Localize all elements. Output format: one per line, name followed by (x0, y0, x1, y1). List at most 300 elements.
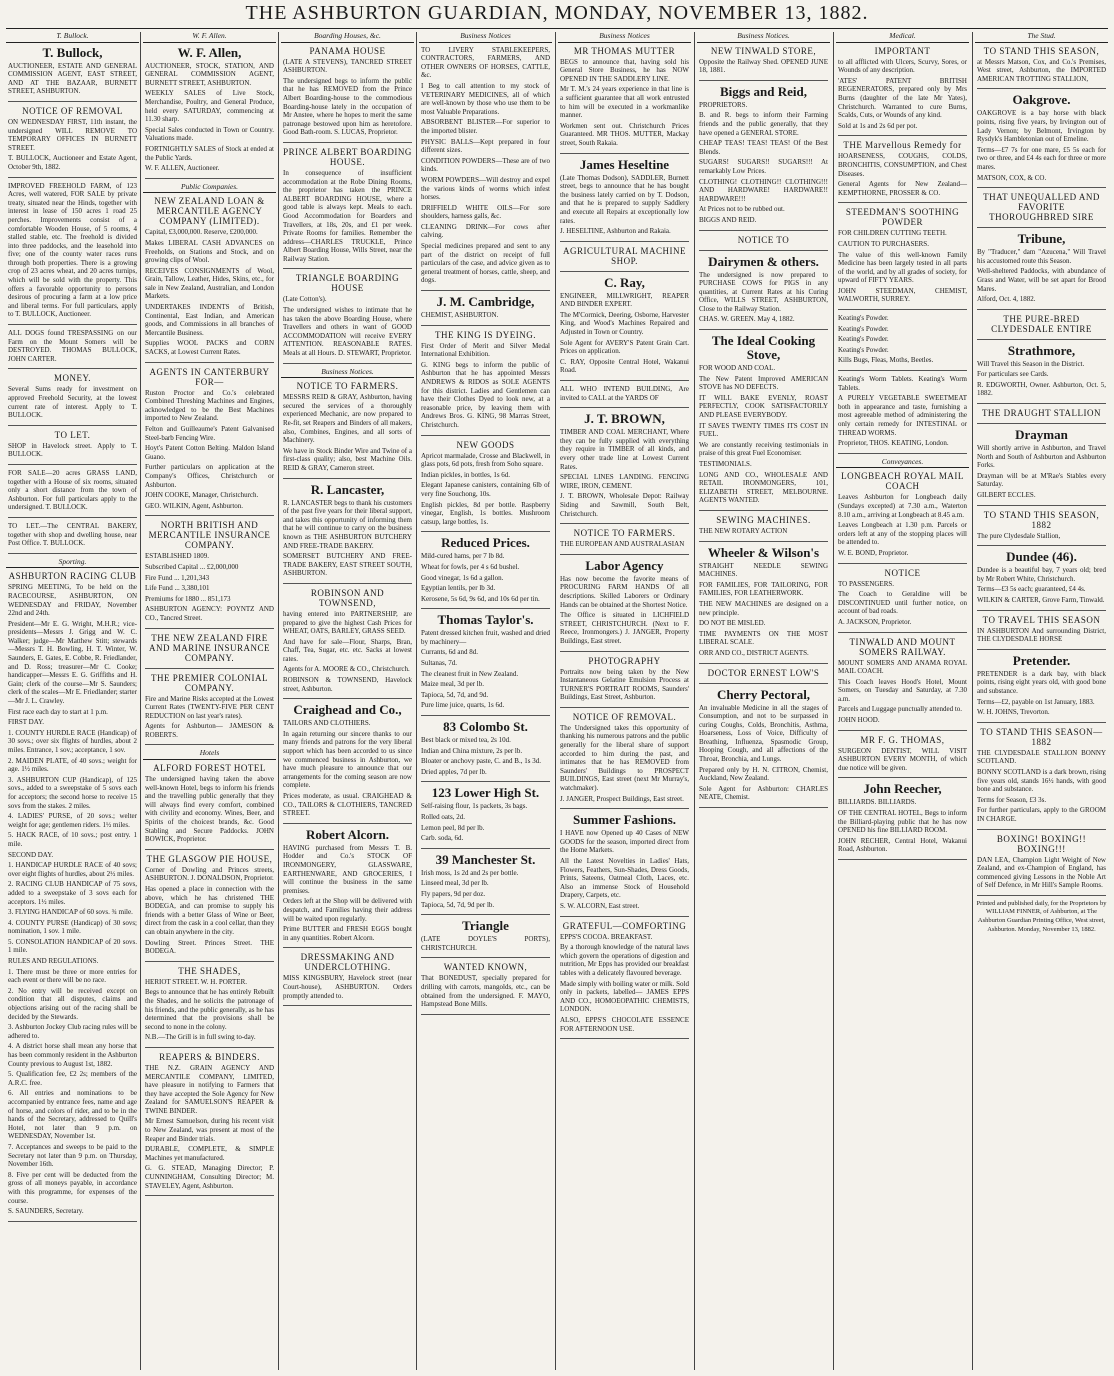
ad-paragraph: ASHBURTON AGENCY: POYNTZ AND CO., Tancred Street. (145, 605, 274, 622)
ad-paragraph: HOARSENESS, COUGHS, COLDS, BRONCHITIS, CONSUMPTION, and Chest Diseases. (838, 152, 967, 178)
advertisement (421, 786, 550, 848)
ad-paragraph: 3. Ashburton Jockey Club racing rules will be adhered to. (8, 1023, 137, 1040)
ad-paragraph: Agents for Ashburton— JAMESON & ROBERTS. (145, 722, 274, 739)
advertisement (977, 192, 1106, 228)
ad-paragraph: 3. ASHBURTON CUP (Handicap), of 125 sovs., added to a sweepstake of 5 sovs each for acceptors; the second horse to receive 15 sovs from the stakes. 2 miles. (8, 775, 137, 810)
ad-title: THE SHADES, (178, 965, 241, 976)
advertisement (8, 182, 137, 326)
advertisement (977, 727, 1106, 830)
ad-paragraph: Agents for A. MOORE & CO., Christchurch. (283, 665, 410, 674)
column-heading: Boarding Houses, &c. (281, 32, 414, 43)
ad-paragraph: TIMBER AND COAL MERCHANT, Where they can be fully supplied with everything they require in TIMBER of all kinds, and every other trade line at Lowest Current Rates. (560, 428, 689, 471)
ad-paragraph: The undersigned having taken the above well-known Hotel, begs to inform his friends and the travelling public generally that they will always find every comfort, combined with civility and economy. Wines, Beer, and Spirits of the choicest brands, &c. Good Stabling and Secure Paddocks. JOHN BOWICK, Proprietor. (145, 775, 274, 844)
column (697, 32, 830, 1370)
ad-paragraph: The Office is situated in LICHFIELD STREET, CHRISTCHURCH. (Next to F. Reece, Ironmongers.) J. JANGER, Property Buildings, East street. (560, 611, 689, 645)
ad-paragraph: ENGINEER, MILLWRIGHT, REAPER AND BINDER EXPERT. (560, 291, 689, 309)
ad-paragraph: At Prices not to be rubbed out. (699, 205, 785, 214)
ad-title: Drayman (1015, 427, 1068, 443)
ad-title: BOXING! BOXING!! BOXING!!! (996, 833, 1087, 854)
ad-title: 39 Manchester St. (435, 851, 536, 867)
ad-title: Reduced Prices. (441, 535, 530, 551)
masthead-rule (6, 28, 1108, 29)
ad-paragraph: 2. No entry will be received except on condition that all disputes, claims and objections arising out of the racing shall be decided by the Stewards. (8, 986, 137, 1021)
ad-title: ALFORD FOREST HOTEL (153, 763, 266, 774)
ad-paragraph: PHYSIC BALLS—Kept prepared in four different sizes. (421, 137, 550, 155)
ad-paragraph: (Late Cotton's). (283, 295, 327, 304)
ad-paragraph: Subscribed Capital ... £2,000,000 (145, 562, 239, 571)
ad-paragraph: BILLIARDS. BILLIARDS. (838, 798, 917, 807)
ad-title: NOTICE TO (737, 234, 790, 245)
advertisement (8, 106, 137, 178)
ad-paragraph: Keating's Powder. (838, 345, 889, 354)
ad-paragraph: Ruston Proctor and Co.'s celebrated Combined Threshing Machines and Engines, acknowledged to be the Best Machines imported to New Zealand. (145, 388, 274, 423)
advertisement (560, 528, 689, 555)
ad-paragraph: MOUNT SOMERS AND ANAMA ROYAL MAIL COACH. (838, 658, 967, 676)
section-heading: Hotels (143, 749, 276, 760)
advertisement (977, 615, 1106, 650)
ad-paragraph: Prices moderate, as usual. CRAIGHEAD & CO., TAILORS & CLOTHIERS, TANCRED STREET. (283, 792, 412, 818)
ad-paragraph: Tapioca, 5d, 7d, 9d per lb. (421, 900, 495, 909)
ad-paragraph: 4. A district horse shall mean any horse that has been commonly resident in the Ashburton County previous to August 1st, 1882. (8, 1042, 137, 1068)
ad-title: NORTH BRITISH AND MERCANTILE INSURANCE COMPANY. (148, 520, 271, 551)
ad-title: NOTICE (884, 567, 921, 578)
ad-paragraph: CHAS. W. GREEN. May 4, 1882. (699, 315, 795, 324)
ad-paragraph: Life Fund ... 3,380,101 (145, 584, 210, 593)
advertisement (560, 559, 689, 652)
advertisement (560, 712, 689, 809)
advertisement (560, 385, 689, 408)
advertisement (145, 367, 274, 517)
ad-paragraph: having entered into PARTNERSHIP, are prepared to give the highest Cash Prices for WHEAT, OATS, BARLEY, GRASS SEED. (283, 609, 412, 636)
ad-paragraph: Corner of Dowling and Princes streets, ASHBURTON. J. DONALDSON, Proprietor. (145, 865, 274, 883)
ad-paragraph: JOHN HOOD. (838, 716, 880, 725)
column (6, 32, 139, 1370)
advertisement (421, 853, 550, 915)
ad-paragraph: The New Patent Improved AMERICAN STOVE has NO DEFECTS. (699, 374, 828, 392)
ad-paragraph: G. G. STEAD, Managing Director; P. CUNNINGHAM, Consulting Director; M. STAVELEY, Agent, Ashburton. (145, 1164, 274, 1190)
ad-paragraph: Terms for Season, £3 3s. (977, 795, 1047, 804)
ad-paragraph: HERIOT STREET. W. H. PORTER. (145, 977, 247, 986)
advertisement (283, 483, 412, 584)
ad-paragraph: Begs to announce that he has entirely Rebuilt the Shades, and he solicits the patronage of his friends, and the public generally, as he has determined that the provisions shall be second to none in the colony. (145, 988, 274, 1031)
ad-paragraph: Prime BUTTER and FRESH EGGS bought in any quantities. Robert Alcorn. (283, 925, 412, 942)
ad-paragraph: CONDITION POWDERS—These are of two kinds. (421, 156, 550, 174)
ad-paragraph: We have in Stock Binder Wire and Twine of a first-class quality; also, best Machine Oils. REID & GRAY, Cameron street. (283, 446, 412, 472)
advertisement (560, 656, 689, 708)
ad-title: Strathmore, (1007, 342, 1076, 358)
ad-paragraph: I Beg to call attention to my stock of VETERINARY MEDICINES, all of which are well-known by those who use them to be most Valuable Preparations. (421, 81, 550, 116)
advertisement (838, 140, 967, 203)
ad-paragraph: Sold at 1s and 2s 6d per pot. (838, 121, 918, 130)
ad-title: THE PREMIER COLONIAL COMPANY. (151, 672, 268, 693)
advertisement (977, 550, 1106, 610)
advertisement (421, 330, 550, 436)
ad-paragraph: SOMERSET BUTCHERY AND FREE-TRADE BAKERY, EAST STREET SOUTH, ASHBURTON. (283, 552, 412, 578)
ad-paragraph: Parcels and Luggage punctually attended to. (838, 705, 963, 714)
ad-paragraph: 1. HANDICAP HURDLE RACE of 40 sovs; over eight flights of hurdles, about 2½ miles. (8, 861, 137, 878)
ad-paragraph: UNDERTAKES INDENTS of British, Continental, East Indian, and American goods, and Commissions in all branches of Mercantile Business. (145, 303, 274, 337)
advertisement (8, 46, 137, 102)
ad-paragraph: 5. HACK RACE, of 10 sovs.; post entry. 1 mile. (8, 831, 137, 848)
ad-title: The Ideal Cooking Stove, (711, 333, 816, 363)
ad-paragraph: THE EUROPEAN AND AUSTRALASIAN (560, 540, 685, 549)
ad-paragraph: (Late Thomas Dodson), SADDLER, Burnett street, begs to announce that he has bought the business lately carried on by T. Dodson, and that he is prepared to supply Saddlery and execute all Repairs at exceptionally low rates. (560, 173, 689, 225)
advertisement (421, 440, 550, 533)
ad-paragraph: Mild-cured hams, per 7 lb 8d. (421, 552, 505, 561)
advertisement (283, 381, 412, 478)
advertisement (560, 813, 689, 916)
ad-paragraph: AUCTIONEER, ESTATE AND GENERAL COMMISSION AGENT, EAST STREET, AND AT THE BAZAAR, BURNETT STREET, ASHBURTON. (8, 61, 137, 96)
ad-title: LONGBEACH ROYAL MAIL COACH (841, 471, 964, 492)
ad-paragraph: TO LET.—The CENTRAL BAKERY, together with shop and dwelling house, near Post Office. T. BULLOCK. (8, 521, 137, 548)
ad-title: SEWING MACHINES. (716, 514, 811, 525)
ad-paragraph: Dowling Street. Princes Street. THE BODEGA. (145, 938, 274, 956)
ad-title: NEW ZEALAND LOAN & MERCANTILE AGENCY COMPANY (LIMITED). (154, 196, 265, 227)
ad-title: PRINCE ALBERT BOARDING HOUSE. (283, 146, 412, 167)
ad-paragraph: Several Sums ready for investment on approved Freehold Security, at the lowest current rate of interest. Apply to T. BULLOCK. (8, 385, 137, 420)
advertisement (699, 85, 828, 231)
ad-paragraph: Egyptian lentils, per lb 3d. (421, 584, 496, 593)
ad-paragraph: SPRING MEETING, To be held on the RACECOURSE, ASHBURTON, ON WEDNESDAY and FRIDAY, November 22nd and 24th. (8, 583, 137, 618)
ad-paragraph: FOR FAMILIES, FOR TAILORING, FOR FAMILIES, FOR LEATHERWORK. (699, 580, 828, 598)
ad-paragraph: IN ASHBURTON And surrounding District, THE CLYDESDALE HORSE (977, 626, 1106, 644)
ad-title: TO STAND THIS SEASON, 1882 (983, 509, 1100, 530)
ad-paragraph: Fly papers, 9d per doz. (421, 889, 486, 898)
ad-paragraph: TAILORS AND CLOTHIERS. (283, 719, 371, 728)
column (558, 32, 691, 1370)
ad-paragraph: Portraits now being taken by the New Instantaneous Gelatine Emulsion Process at TURNER'S PORTRAIT ROOMS, Saunders' Buildings, East Street, Ashburton. (560, 667, 689, 702)
ad-paragraph: MATSON, COX, & CO. (977, 173, 1047, 182)
advertisement (421, 536, 550, 609)
advertisement (283, 46, 412, 143)
ad-paragraph: DRIFFIELD WHITE OILS—For sore shoulders, harness galls, &c. (421, 203, 550, 221)
ad-paragraph: at Messrs Matson, Cox, and Co.'s Premises, West street, Ashburton, the IMPORTED AMERICAN TROTTING STALLION, (977, 57, 1106, 83)
ad-title: T. Bullock, (42, 44, 103, 60)
ad-paragraph: HAVING purchased from Messrs T. B. Hodder and Co.'s STOCK OF IRONMONGERY, GLASSWARE, EARTHENWARE, AND GROCERIES, I will continue the business in the same premises. (283, 843, 412, 895)
column-divider (140, 32, 141, 1370)
ad-paragraph: AUCTIONEER, STOCK, STATION, AND GENERAL COMMISSION AGENT, BURNETT STREET, ASHBURTON. (145, 61, 274, 87)
column-heading: Business Notices (558, 32, 691, 43)
ad-paragraph: WORM POWDERS—Will destroy and expel the various kinds of worms which infest horses. (421, 175, 550, 202)
ad-title: J. T. BROWN, (584, 411, 665, 427)
ad-paragraph: Made simply with boiling water or milk. Sold only in packets, labelled— JAMES EPPS AND CO., HOMOEOPATHIC CHEMISTS, LONDON. (560, 979, 689, 1014)
advertisement (145, 46, 274, 179)
section-heading: Public Companies. (143, 183, 276, 194)
ad-paragraph: Workmen sent out. Christchurch Prices Guaranteed. MR THOS. MUTTER, Mackay street, South Rakaia. (560, 121, 689, 147)
ad-paragraph: Elegant Japanese canisters, containing 6lb of very fine Souchong, 10s. (421, 481, 550, 498)
advertisement (560, 246, 689, 272)
column-heading: W. F. Allen. (143, 32, 276, 43)
column-heading: T. Bullock. (6, 32, 139, 43)
ad-title: James Heseltine (579, 156, 670, 172)
ad-paragraph: 3. FLYING HANDICAP of 60 sovs. ¾ mile. (8, 908, 133, 917)
ad-paragraph: Irish moss, 1s 2d and 2s per bottle. (421, 868, 519, 877)
ad-title: GRATEFUL—COMFORTING (562, 920, 687, 931)
ad-paragraph: Felton and Guilleaume's Patent Galvanised Steel-barb Fencing Wire. (145, 425, 274, 442)
ad-paragraph: Pure lime juice, quarts, 1s 6d. (421, 701, 505, 710)
ad-paragraph: Fire Fund ... 1,201,343 (145, 573, 210, 582)
column-heading: The Stud. (975, 32, 1108, 43)
ad-paragraph: GILBERT ECCLES. (977, 491, 1036, 500)
ad-title: Dundee (46). (1006, 549, 1077, 565)
ad-paragraph: BIGGS AND REID. (699, 215, 757, 224)
ad-paragraph: 7. Acceptances and sweeps to be paid to the Secretary not later than 9 p.m. on Thursday, November 16th. (8, 1142, 137, 1169)
ad-paragraph: Best black or mixed tea, 2s 10d. (421, 736, 511, 745)
ad-paragraph: The Undersigned takes this opportunity of thanking his numerous patrons and the public generally for the liberal share of support accorded to him during the past, and intimates that he has REMOVED from Saunders' Buildings to PROSPECT BUILDINGS, East street (next Mr Murray's, watchmaker). (560, 723, 689, 793)
ad-title: Pretender. (1012, 652, 1071, 668)
advertisement (145, 854, 274, 962)
column-divider (694, 32, 695, 1370)
ad-paragraph: Special Sales conducted in Town or Country. Valuations made. (145, 125, 274, 143)
advertisement (699, 235, 828, 251)
ad-title: STEEDMAN'S SOOTHING POWDER (845, 207, 960, 228)
ad-paragraph: CLEANING DRINK—For cows after calving. (421, 222, 550, 240)
ad-title: NOTICE OF REMOVAL (22, 105, 123, 116)
section-heading: Conveyances. (836, 458, 969, 469)
ad-paragraph: STRAIGHT NEEDLE SEWING MACHINES. (699, 561, 828, 579)
advertisement (560, 412, 689, 524)
ad-paragraph: R. LANCASTER begs to thank his customers of the past five years for their liberal support, and takes this opportunity of informing them that he will continue to carry on the business known as THE ASHBURTON BUTCHERY AND FREE-TRADE BAKERY. (283, 498, 412, 550)
advertisement (699, 46, 828, 81)
advertisement (838, 375, 967, 454)
advertisement (145, 763, 274, 850)
ad-title: C. Ray, (604, 274, 645, 290)
ad-paragraph: IMPROVED FREEHOLD FARM, of 123 Acres, well watered, FOR SALE by private treaty, situated near the Hinds, together with interest in lease of 150 acres 1 road 25 perches. Improvements consist of a comfortable Wooden House, of 5 rooms, 4 stalled stable, etc. The freehold is divided into three paddocks, and the leasehold into five; one of the county water races runs through both properties. There is a growing crop of 23 acres wheat, and 20 acres turnips, which will be sold with the property. This offers a favorable opportunity to persons desirous of procuring a farm at a low price and liberal terms. For full particulars, apply to T. BULLOCK, Auctioneer. (8, 181, 137, 319)
ad-paragraph: General Agents for New Zealand— KEMPTHORNE, PROSSER & CO. (838, 180, 967, 197)
ad-paragraph: Has now become the favorite means of PROCURING FARM HANDS Of all descriptions. Skilled Laborers or Ordinary Hands can be obtained at the Shortest Notice. (560, 574, 689, 609)
ad-paragraph: SPECIAL LINES LANDING. FENCING WIRE, IRON, CEMENT. (560, 473, 689, 490)
advertisement (283, 952, 412, 1006)
ad-title: TO TRAVEL THIS SEASON (982, 614, 1101, 625)
ad-paragraph: Currants, 6d and 8d. (421, 648, 478, 657)
advertisement (8, 522, 137, 554)
ad-title: THE DRAUGHT STALLION (981, 408, 1102, 419)
ad-paragraph: Good vinegar, 1s 6d a gallon. (421, 573, 504, 582)
advertisement (560, 158, 689, 242)
ad-paragraph: Keating's Worm Tablets. Keating's Worm Tablets. (838, 375, 967, 392)
column (419, 32, 552, 1370)
ad-paragraph: JOHN STEEDMAN, CHEMIST, WALWORTH, SURREY. (838, 286, 967, 304)
column (281, 32, 414, 1370)
ad-paragraph: Leaves Longbeach at 1.30 p.m. Parcels or orders left at any of the stopping places will be attended to. (838, 521, 967, 547)
ad-paragraph: Capital, £3,000,000. Reserve, £200,000. (145, 228, 258, 237)
ad-paragraph: CHEAP TEAS! TEAS! TEAS! Of the Best Blends. (699, 139, 828, 156)
ad-paragraph: CHEMIST, ASHBURTON. (421, 311, 499, 320)
ad-title: NOTICE TO FARMERS. (296, 381, 399, 392)
ad-paragraph: Tapioca, 5d, 7d, and 9d. (421, 690, 489, 699)
ad-paragraph: B. and R. begs to inform their Farming friends and the public generally, that they have opened a GENERAL STORE. (699, 111, 828, 137)
ad-title: WANTED KNOWN, (443, 962, 528, 973)
ad-title: NOTICE TO FARMERS. (573, 528, 676, 539)
ad-paragraph: First race each day to start at 1 p.m. (8, 707, 108, 716)
column-divider (278, 32, 279, 1370)
column-divider (972, 32, 973, 1370)
advertisement (699, 515, 828, 542)
ad-paragraph: ABSORBENT BLISTER—For superior to the imported blister. (421, 118, 550, 135)
advertisement (838, 314, 967, 371)
ad-paragraph: JOHN RECHER, Central Hotel, Wakanui Road, Ashburton. (838, 836, 967, 854)
ad-title: MONEY. (53, 373, 92, 384)
ad-title: NEW GOODS (456, 439, 515, 450)
ad-paragraph: The undersigned begs to inform the public that he has REMOVED from the Prince Albert Boarding-house to the commodious Boarding-house lately in the occupation of Mr Anstee, where he hopes to merit the same patronage bestowed upon him as heretofore. Good Bath-room. S. LUCAS, Proprietor. (283, 76, 412, 137)
ad-paragraph: RECEIVES CONSIGNMENTS of Wool, Grain, Tallow, Leather, Hides, Skins, etc., for sale in New Zealand, Australian, and London Markets. (145, 266, 274, 301)
ad-paragraph: Special medicines prepared and sent to any part of the district on receipt of full particulars of the case, and advice given as to general treatment of horses, cattle, sheep, and dogs. (421, 242, 550, 285)
ad-title: TRIANGLE BOARDING HOUSE (295, 273, 400, 294)
ad-paragraph: The cleanest fruit in New Zealand. (421, 669, 519, 678)
ad-paragraph: The M'Cormick, Deering, Osborne, Harvester King, and Wood's Machines Repaired and Adjusted in Town or Country. (560, 310, 689, 337)
ad-paragraph: RULES AND REGULATIONS. (8, 957, 99, 966)
ad-title: John Reecher, (863, 781, 942, 797)
ad-paragraph: PROPRIETORS. (699, 100, 748, 109)
ad-paragraph: W. E. BOND, Proprietor. (838, 548, 909, 557)
advertisement (699, 255, 828, 331)
ad-paragraph: FOR CHILDREN CUTTING TEETH. (838, 229, 947, 238)
ad-paragraph: A. JACKSON, Proprietor. (838, 617, 912, 626)
ad-paragraph: Maize meal, 3d per lb. (421, 680, 484, 689)
ad-paragraph: DAN LEA, Champion Light Weight of New Zealand, and ex-Champion of England, has commenced giving Lessons in the Noble Art of Self Defence, in Mr Hill's Sample Rooms. (977, 855, 1106, 890)
column-heading: Medical. (836, 32, 969, 43)
advertisement (977, 428, 1106, 506)
ad-paragraph: C. RAY, Opposite Central Hotel, Wakanui Road. (560, 357, 689, 375)
ad-paragraph: BEGS to announce that, having sold his General Store Business, he has NOW OPENED IN THE SADDLERY LINE. (560, 57, 689, 83)
ad-paragraph: SECOND DAY. (8, 850, 54, 859)
ad-paragraph: Lemon peel, 8d per lb. (421, 823, 485, 832)
advertisement (421, 962, 550, 1014)
ad-title: 83 Colombo St. (443, 719, 528, 735)
ad-title: J. M. Cambridge, (436, 294, 535, 310)
ad-paragraph: English pickles, 8d per bottle. Raspberry vinegar, English, 1s bottles. Mushroom catsup, large bottles, 1s. (421, 500, 550, 526)
advertisement (838, 568, 967, 633)
ad-paragraph: The undersigned is now prepared to PURCHASE COWS for PIGS in any quantities, at Current Rates at his Curing Office, WILLS STREET, ASHBURTON, Close to the Railway Station. (699, 270, 828, 313)
ad-title: Summer Fashions. (572, 812, 677, 828)
ad-title: MR F. G. THOMAS, (860, 734, 945, 745)
ad-paragraph: W. F. ALLEN, Auctioneer. (145, 164, 220, 173)
ad-title: AGENTS IN CANTERBURY FOR— (149, 366, 270, 387)
column (143, 32, 276, 1370)
advertisement (560, 921, 689, 1040)
ad-title: Oakgrove. (1012, 92, 1071, 108)
advertisement (838, 207, 967, 310)
advertisement (977, 93, 1106, 188)
advertisement (977, 232, 1106, 310)
ad-paragraph: A PURELY VEGETABLE SWEETMEAT both in appearance and taste, furnishing a most agreeable method of administering the only certain remedy for INTESTINAL or THREAD WORMS. (838, 394, 967, 437)
ad-paragraph: ALL WHO INTEND BUILDING, Are invited to CALL at the YARDS OF (560, 385, 689, 402)
ad-title: MR THOMAS MUTTER (573, 45, 676, 56)
ad-title: Wheeler & Wilson's (707, 544, 820, 560)
advertisement (977, 344, 1106, 404)
ad-paragraph: Will shortly arrive in Ashburton, and Travel North and South of Ashburton and Ashburton Forks. (977, 444, 1106, 470)
ad-paragraph: 1. There must be three or more entries for each event or there will be no race. (8, 967, 137, 985)
ad-paragraph: Terms—£7 7s for one mare, £5 5s each for two or three, and £4 4s each for three or more mares. (977, 145, 1106, 171)
advertisement (699, 688, 828, 809)
ad-title: Robert Alcorn. (305, 826, 390, 842)
ad-paragraph: Prepared only by H. N. CITRON, Chemist, Auckland, New Zealand. (699, 765, 828, 783)
masthead: THE ASHBURTON GUARDIAN, MONDAY, NOVEMBER 13, 1882. (245, 2, 869, 24)
advertisement (283, 703, 412, 824)
advertisement (421, 720, 550, 782)
ad-paragraph: The pure Clydesdale Stallion, (977, 531, 1061, 540)
ad-paragraph: TO LIVERY STABLEKEEPERS, CONTRACTORS, FARMERS, AND OTHER OWNERS OF HORSES, CATTLE, &c. (421, 45, 550, 80)
ad-title: TINWALD AND MOUNT SOMERS RAILWAY. (849, 636, 956, 657)
ad-paragraph: Terms—£3 5s each; guaranteed, £4 4s. (977, 585, 1086, 594)
ad-paragraph: For particulars see Cards. (977, 370, 1049, 379)
ad-paragraph: Keating's Powder. (838, 335, 889, 344)
advertisement (421, 46, 550, 291)
ad-paragraph: THE N.Z. GRAIN AGENCY AND MERCANTILE COMPANY, LIMITED, have pleasure in notifying to Farmers that they have accepted the Sole Agency for New Zealand for SAMUELSON'S REAPER & TWINE BINDER. (145, 1063, 274, 1115)
ad-title: DOCTOR ERNEST LOW'S (707, 667, 820, 678)
ad-paragraph: Well-sheltered Paddocks, with abundance of Grass and Water, will be set apart for Brood Mares. (977, 267, 1106, 293)
ad-paragraph: MISS KINGSBURY, Havelock street (near Court-house), ASHBURTON. Orders promptly attended to. (283, 974, 412, 1000)
ad-paragraph: First Order of Merit and Silver Medal International Exhibition. (421, 341, 550, 359)
advertisement (699, 546, 828, 664)
ad-paragraph: Rolled oats, 2d. (421, 813, 465, 821)
column-divider (555, 32, 556, 1370)
ad-paragraph: And have for sale—Flour, Sharps, Bran, Chaff, Tea, Sugar, etc. etc. Sacks at lowest rates. (283, 637, 412, 663)
ad-title: TO LET. (54, 429, 91, 440)
ad-paragraph: SHOP in Havelock street. Apply to T. BULLOCK. (8, 441, 137, 459)
advertisement (838, 637, 967, 731)
ad-paragraph: EPPS'S COCOA. BREAKFAST. (560, 932, 653, 941)
advertisement (145, 1052, 274, 1196)
ad-paragraph: 6. All entries and nominations to be accompanied by entrance fees, name and age of horse, and colors of rider, and to be in the hands of the Secretary, addressed to Quill's Hotel, not later than 9 p.m. on WEDNESDAY, November 1st. (8, 1089, 137, 1141)
ad-paragraph: 4. LADIES' PURSE, of 20 sovs.; welter weight for age; gentlemen riders. 1½ miles. (8, 812, 137, 829)
ad-paragraph: Keating's Powder. (838, 314, 889, 323)
ad-paragraph: DURABLE, COMPLETE, & SIMPLE Machines yet manufactured. (145, 1145, 274, 1162)
ad-paragraph: 1. COUNTY HURDLE RACE (Handicap) of 30 sovs.; over six flights of hurdles, about 2 miles. Entrance, 1 sov.; acceptance, 1 sov. (8, 728, 137, 754)
ad-paragraph: Apricot marmalade, Crosse and Blackwell, in glass pots, 6d pots, fresh from Soho square. (421, 451, 550, 469)
ad-paragraph: S. SAUNDERS, Secretary. (8, 1207, 84, 1216)
advertisement (8, 469, 137, 518)
ad-paragraph: Mr Ernest Samuelson, during his recent visit to New Zealand, was present at most of the Reaper and Binder trials. (145, 1117, 274, 1143)
ad-paragraph: FOR SALE—20 acres GRASS LAND, together with a House of six rooms, situated only a short distance from the town of Ashburton. For full particulars apply to the undersigned. T. BULLOCK. (8, 468, 137, 512)
ad-paragraph: Patent dressed kitchen fruit, washed and dried by machinery— (421, 629, 550, 646)
ad-title: ROBINSON AND TOWNSEND, (310, 587, 385, 608)
ad-paragraph: BONNY SCOTLAND is a dark brown, rising five years old, stands 16½ hands, with good bone and substance. (977, 767, 1106, 794)
ad-title: AGRICULTURAL MACHINE SHOP. (562, 245, 687, 266)
ad-title: THE NEW ZEALAND FIRE AND MARINE INSURANCE COMPANY. (148, 632, 270, 663)
advertisement (977, 834, 1106, 896)
ad-paragraph: G. KING begs to inform the public of Ashburton that he has appointed Messrs ANDREWS & RIDOS as SOLE AGENTS for this district. Ladies and Gentlemen can have their Clothes Dyed to look new, at a reasonable price, by leaving them with Andrews Bros. G. KING, 98 Marras Street, Christchurch. (421, 360, 550, 429)
advertisement (8, 329, 137, 369)
ad-paragraph: All the Latest Novelties in Ladies' Hats, Flowers, Feathers, Sun-Shades, Dress Goods, Prints, Sateens, Oatmeal Cloth, Laces, etc. Also an immense Stock of Household Drapery, Carpets, etc. (560, 857, 689, 900)
column-heading: Business Notices. (697, 32, 830, 43)
advertisement (977, 46, 1106, 90)
advertisement (8, 430, 137, 465)
column-divider (416, 32, 417, 1370)
ad-paragraph: N.B.—The Grill is in full swing to-day. (145, 1033, 256, 1042)
ad-title: THE Marvellous Remedy for (843, 140, 962, 151)
ad-paragraph: By "Traducer," dam "Azucena," Will Travel his accustomed route this Season. (977, 248, 1106, 265)
ad-paragraph: J. JANGER, Prospect Buildings, East street. (560, 794, 684, 803)
ad-paragraph: (LATE DOYLE'S PORTS), CHRISTCHURCH. (421, 935, 550, 952)
ad-paragraph: Self-raising flour, 1s packets, 3s bags. (421, 802, 528, 811)
ad-paragraph: SURGEON DENTIST, WILL VISIT ASHBURTON EVERY MONTH, of which due notice will be given. (838, 746, 967, 772)
advertisement (145, 673, 274, 746)
ad-paragraph: IT WILL BAKE EVENLY, ROAST PERFECTLY, COOK SATISFACTORILY AND PLEASE EVERYBODY. (699, 393, 828, 420)
ad-paragraph: Further particulars on application at the Company's Offices, Christchurch or Ashburton. (145, 463, 274, 489)
ad-paragraph: MESSRS REID & GRAY, Ashburton, having secured the services of a thoroughly experienced Mechanic, are now prepared to Re-fit, set Reapers and Binders of all makers, also, Combines, Engines, and all sorts of Machinery. (283, 393, 412, 445)
column (836, 32, 969, 1370)
advertisement (8, 571, 137, 1221)
advertisement (838, 471, 967, 563)
ad-paragraph: Will Travel this Season in the District. (977, 359, 1085, 368)
ad-title: Dairymen & others. (708, 253, 819, 269)
ad-paragraph: Keating's Powder. (838, 324, 889, 333)
ad-paragraph: Leaves Ashburton for Longbeach daily (Sundays excepted) at 7.30 a.m., Waterton 8.10 a.m., arriving at Longbeach at 8.45 a.m. (838, 493, 967, 519)
ad-paragraph: GEO. WILKIN, Agent, Ashburton. (145, 501, 244, 510)
ad-paragraph: Has opened a place in connection with the above, which he has christened THE BODEGA, and can promise to supply his friends with a better Glass of Wine or Beer, direct from the cask in a cool cellar, than they can obtain anywhere in the city. (145, 885, 274, 936)
ad-paragraph: JOHN COOKE, Manager, Christchurch. (145, 491, 259, 500)
